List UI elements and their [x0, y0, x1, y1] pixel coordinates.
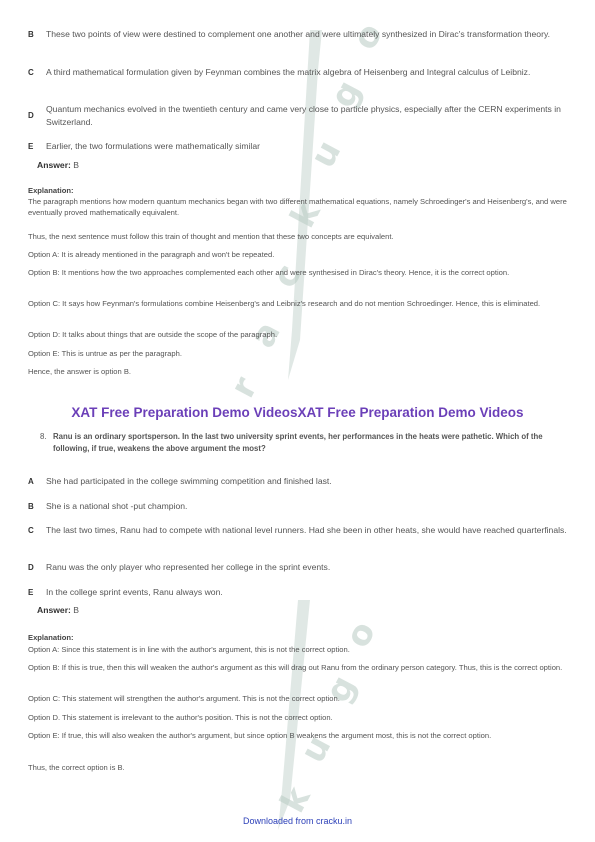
- q7-explanation-paragraph: Option E: This is untrue as per the paragraph.: [28, 349, 182, 358]
- answer-label: Answer:: [37, 605, 71, 615]
- option-text: A third mathematical formulation given by Feynman combines the matrix algebra of Heisenberg and Integral calculus of Leibniz.: [46, 67, 531, 77]
- q8-explanation-heading: Explanation:: [28, 633, 74, 642]
- q7-option-b: [28, 28, 573, 41]
- option-text: Ranu was the only player who represented her college in the sprint events.: [46, 562, 331, 572]
- q8-option-a: [28, 475, 573, 488]
- q8-question: [40, 431, 570, 454]
- q7-explanation-heading: Explanation:: [28, 186, 74, 195]
- q7-explanation-paragraph: Thus, the next sentence must follow this train of thought and mention that these two concepts are equivalent.: [28, 232, 394, 241]
- q8-explanation-paragraph: Option B: If this is true, then this will weaken the author's argument as this will drag out Ranu from the ordinary person category. Thus, this is the correct option.: [28, 663, 563, 672]
- q8-option-d: [28, 561, 573, 574]
- option-text: These two points of view were destined to complement one another and were ultimately synthesized in Dirac's transformation theory.: [46, 29, 550, 39]
- answer-value: B: [73, 160, 80, 170]
- q7-explanation-paragraph: Option D: It talks about things that are outside the scope of the paragraph.: [28, 330, 278, 339]
- q7-explanation-paragraph: The paragraph mentions how modern quantum mechanics began with two different mathematical equations, namely Schroedinger's and Heisenberg's, and were eventually proved mathematically equivalent.: [28, 197, 567, 217]
- watermark-letter: g: [322, 73, 370, 115]
- q8-answer: [37, 605, 79, 615]
- option-letter: D: [28, 111, 34, 120]
- q8-explanation-paragraph: Option A: Since this statement is in line with the author's argument, this is not the correct option.: [28, 645, 350, 654]
- q8-explanation-paragraph: Option C: This statement will strengthen the author's argument. This is not the correct option.: [28, 694, 340, 703]
- q7-option-d: [28, 103, 573, 128]
- option-text: Earlier, the two formulations were mathematically similar: [46, 141, 260, 151]
- answer-label: Answer:: [37, 160, 71, 170]
- option-letter: E: [28, 141, 34, 151]
- watermark-letter: r: [222, 370, 266, 405]
- option-text: Quantum mechanics evolved in the twentieth century and came very close to particle physics, especially after the CERN experiments in Switzerland.: [46, 104, 561, 127]
- option-letter: C: [28, 67, 34, 77]
- q7-option-c: [28, 66, 573, 79]
- option-letter: A: [28, 476, 34, 486]
- option-letter: C: [28, 525, 34, 535]
- q8-option-b: [28, 500, 573, 513]
- demo-videos-banner-link[interactable]: XAT Free Preparation Demo VideosXAT Free Preparation Demo Videos: [71, 405, 524, 420]
- option-letter: B: [28, 501, 34, 511]
- q7-explanation-paragraph: Hence, the answer is option B.: [28, 367, 131, 376]
- answer-value: B: [73, 605, 80, 615]
- q7-answer: [37, 160, 79, 170]
- option-text: The last two times, Ranu had to compete with national level runners. Had she been in other heats, she would have reached quarterfinals.: [46, 525, 567, 535]
- watermark-letter: u: [292, 729, 340, 770]
- q8-option-c: [28, 524, 573, 537]
- option-letter: B: [28, 29, 34, 39]
- watermark-letter: k: [282, 195, 329, 235]
- q8-explanation-paragraph: Thus, the correct option is B.: [28, 763, 125, 772]
- q8-explanation-paragraph: Option E: If true, this will also weaken the author's argument, but since option B weakens the argument most, this is not the correct option.: [28, 731, 492, 740]
- q8-explanation-paragraph: Option D. This statement is irrelevant to the author's position. This is not the correct option.: [28, 713, 333, 722]
- option-letter: E: [28, 587, 34, 597]
- option-text: She had participated in the college swimming competition and finished last.: [46, 476, 332, 486]
- q8-option-e: [28, 586, 573, 599]
- watermark-letter: a: [242, 315, 289, 355]
- watermark-letter: o: [337, 614, 384, 655]
- watermark-letter: c: [264, 257, 310, 295]
- watermark-letter: g: [317, 668, 365, 710]
- download-source-link[interactable]: Downloaded from cracku.in: [242, 816, 353, 826]
- q7-explanation-paragraph: Option C: It says how Feynman's formulations combine Heisenberg's and Leibniz's research and do not mention Schroedinger. Hence, this is eliminated.: [28, 299, 541, 308]
- watermark-letter: k: [272, 780, 319, 820]
- q7-option-e: [28, 140, 573, 153]
- watermark-letter: u: [302, 134, 350, 175]
- option-letter: D: [28, 562, 34, 572]
- watermark-letter: o: [344, 16, 391, 57]
- option-text: She is a national shot -put champion.: [46, 501, 188, 511]
- question-number: 8.: [40, 432, 47, 441]
- option-text: In the college sprint events, Ranu always won.: [46, 587, 223, 597]
- q7-explanation-paragraph: Option A: It is already mentioned in the paragraph and won't be repeated.: [28, 250, 275, 259]
- q7-explanation-paragraph: Option B: It mentions how the two approaches complemented each other and were synthesised in Dirac's theory. Hence, it is the correct option.: [28, 268, 510, 277]
- question-text: Ranu is an ordinary sportsperson. In the last two university sprint events, her performances in the heats were pathetic. Which of the following, if true, weakens the above argument the most?: [53, 432, 543, 453]
